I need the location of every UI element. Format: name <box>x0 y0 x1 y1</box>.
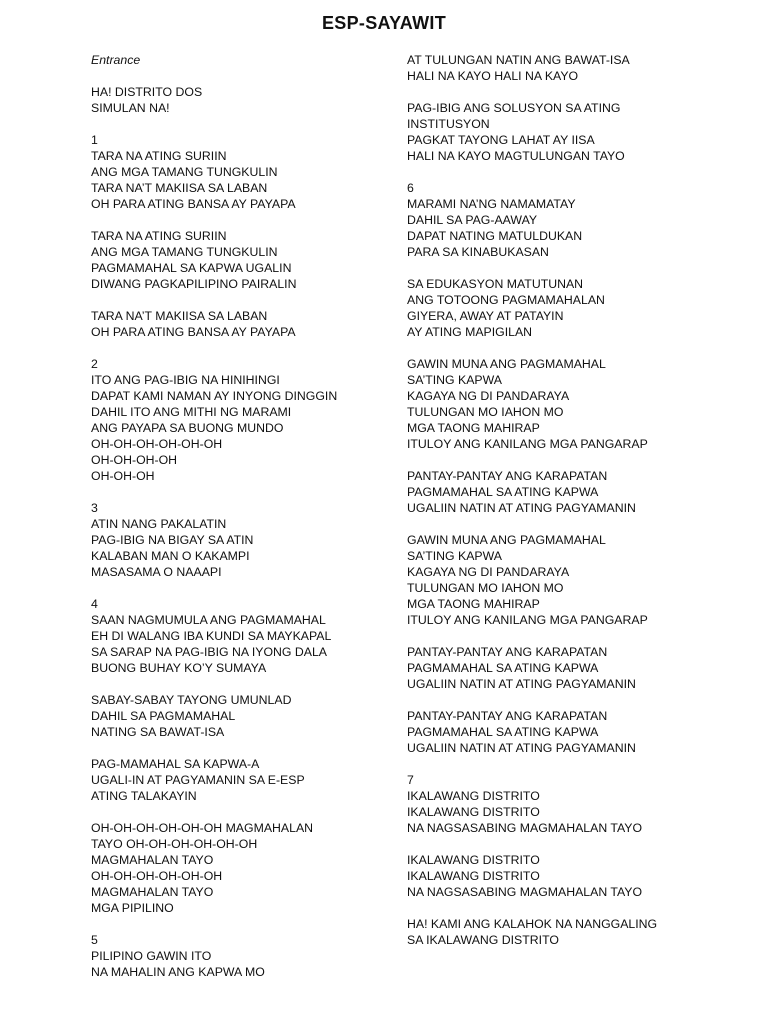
lyric-line: TARA NA’T MAKIISA SA LABAN <box>91 309 268 323</box>
lyric-line: TAYO OH-OH-OH-OH-OH-OH <box>91 837 258 851</box>
lyric-line: UGALIIN NATIN AT ATING PAGYAMANIN <box>407 741 636 755</box>
stanza-gap <box>91 292 391 308</box>
lyric-line: NA NAGSASABING MAGMAHALAN TAYO <box>407 821 643 835</box>
lyric-line: PANTAY-PANTAY ANG KARAPATAN <box>407 709 608 723</box>
lyric-line: PAGMAMAHAL SA ATING KAPWA <box>407 725 599 739</box>
lyric-line: ANG TOTOONG PAGMAMAHALAN <box>407 293 605 307</box>
lyric-line: PILIPINO GAWIN ITO <box>91 949 212 963</box>
lyric-line: IKALAWANG DISTRITO <box>407 869 540 883</box>
stanza-gap <box>91 484 391 500</box>
lyric-line: DAHIL SA PAG-AAWAY <box>407 213 538 227</box>
lyric-line: NA NAGSASABING MAGMAHALAN TAYO <box>407 885 643 899</box>
lyric-line: DAHIL ITO ANG MITHI NG MARAMI <box>91 405 292 419</box>
verse-number: 4 <box>91 597 98 611</box>
lyric-line: ITULOY ANG KANILANG MGA PANGARAP <box>407 437 648 451</box>
lyric-line: GAWIN MUNA ANG PAGMAMAHAL <box>407 533 606 547</box>
lyric-line: ANG PAYAPA SA BUONG MUNDO <box>91 421 284 435</box>
lyric-line: OH-OH-OH <box>91 469 155 483</box>
lyric-line: HALI NA KAYO MAGTULUNGAN TAYO <box>407 149 625 163</box>
lyric-line: TULUNGAN MO IAHON MO <box>407 405 564 419</box>
stanza-gap <box>91 116 391 132</box>
lyric-line: TARA NA’T MAKIISA SA LABAN <box>91 181 268 195</box>
page-title: ESP-SAYAWIT <box>321 13 446 33</box>
lyric-line: IKALAWANG DISTRITO <box>407 853 540 867</box>
lyric-line: MAGMAHALAN TAYO <box>91 885 214 899</box>
lyric-line: KALABAN MAN O KAKAMPI <box>91 549 250 563</box>
lyric-line: EH DI WALANG IBA KUNDI SA MAYKAPAL <box>91 629 332 643</box>
stanza-gap <box>407 452 737 468</box>
verse-number: 1 <box>91 133 98 147</box>
lyric-line: TARA NA ATING SURIIN <box>91 149 227 163</box>
lyric-line: OH PARA ATING BANSA AY PAYAPA <box>91 325 296 339</box>
lyrics-right-column <box>407 52 737 948</box>
lyric-line: UGALI-IN AT PAGYAMANIN SA E-ESP <box>91 773 305 787</box>
lyric-line: AY ATING MAPIGILAN <box>407 325 533 339</box>
stanza-gap <box>407 756 737 772</box>
stanza-gap <box>91 340 391 356</box>
lyric-line: KAGAYA NG DI PANDARAYA <box>407 565 570 579</box>
lyric-line: PANTAY-PANTAY ANG KARAPATAN <box>407 645 608 659</box>
stanza-gap <box>407 84 737 100</box>
verse-number: 5 <box>91 933 98 947</box>
lyric-line: SIMULAN NA! <box>91 101 170 115</box>
lyric-line: MGA TAONG MAHIRAP <box>407 597 540 611</box>
stanza-gap <box>407 516 737 532</box>
lyric-line: NATING SA BAWAT-ISA <box>91 725 225 739</box>
lyric-line: SA IKALAWANG DISTRITO <box>407 933 559 947</box>
lyric-line: HALI NA KAYO HALI NA KAYO <box>407 69 579 83</box>
lyric-line: MGA PIPILINO <box>91 901 174 915</box>
stanza-gap <box>91 676 391 692</box>
lyric-line: UGALIIN NATIN AT ATING PAGYAMANIN <box>407 677 636 691</box>
lyric-line: BUONG BUHAY KO’Y SUMAYA <box>91 661 267 675</box>
lyric-line: AT TULUNGAN NATIN ANG BAWAT-ISA <box>407 53 630 67</box>
stanza-gap <box>407 900 737 916</box>
lyric-line: ATIN NANG PAKALATIN <box>91 517 227 531</box>
lyric-line: TULUNGAN MO IAHON MO <box>407 581 564 595</box>
lyric-line: PAGMAMAHAL SA ATING KAPWA <box>407 661 599 675</box>
lyric-line: OH-OH-OH-OH <box>91 453 178 467</box>
lyric-line: MASASAMA O NAAAPI <box>91 565 222 579</box>
lyric-line: OH-OH-OH-OH-OH-OH MAGMAHALAN <box>91 821 314 835</box>
lyric-line: PAGKAT TAYONG LAHAT AY IISA <box>407 133 595 147</box>
lyric-line: DAPAT KAMI NAMAN AY INYONG DINGGIN <box>91 389 338 403</box>
lyric-line: HA! DISTRITO DOS <box>91 85 203 99</box>
lyric-line: ANG MGA TAMANG TUNGKULIN <box>91 165 278 179</box>
lyric-line: PAG-MAMAHAL SA KAPWA-A <box>91 757 260 771</box>
stanza-gap <box>91 212 391 228</box>
verse-number: 2 <box>91 357 98 371</box>
lyric-line: OH PARA ATING BANSA AY PAYAPA <box>91 197 296 211</box>
lyric-line: SA SARAP NA PAG-IBIG NA IYONG DALA <box>91 645 327 659</box>
section-label: Entrance <box>91 53 141 67</box>
lyric-line: PAGMAMAHAL SA ATING KAPWA <box>407 485 599 499</box>
verse-number: 7 <box>407 773 414 787</box>
lyric-line: UGALIIN NATIN AT ATING PAGYAMANIN <box>407 501 636 515</box>
stanza-gap <box>407 628 737 644</box>
lyric-line: GAWIN MUNA ANG PAGMAMAHAL <box>407 357 606 371</box>
lyric-line: ITULOY ANG KANILANG MGA PANGARAP <box>407 613 648 627</box>
lyric-line: IKALAWANG DISTRITO <box>407 789 540 803</box>
lyric-line: GIYERA, AWAY AT PATAYIN <box>407 309 564 323</box>
stanza-gap <box>91 916 391 932</box>
stanza-gap <box>407 836 737 852</box>
lyric-line: MGA TAONG MAHIRAP <box>407 421 540 435</box>
lyric-line: DAPAT NATING MATULDUKAN <box>407 229 583 243</box>
lyric-line: SABAY-SABAY TAYONG UMUNLAD <box>91 693 292 707</box>
lyric-line: DIWANG PAGKAPILIPINO PAIRALIN <box>91 277 297 291</box>
stanza-gap <box>91 804 391 820</box>
lyric-line: PAG-IBIG NA BIGAY SA ATIN <box>91 533 254 547</box>
stanza-gap <box>407 260 737 276</box>
lyrics-left-column <box>91 52 391 980</box>
lyric-line: PAGMAMAHAL SA KAPWA UGALIN <box>91 261 292 275</box>
lyric-line: HA! KAMI ANG KALAHOK NA NANGGALING <box>407 917 658 931</box>
lyric-line: PANTAY-PANTAY ANG KARAPATAN <box>407 469 608 483</box>
lyric-line: DAHIL SA PAGMAMAHAL <box>91 709 236 723</box>
stanza-gap <box>91 580 391 596</box>
verse-number: 6 <box>407 181 414 195</box>
lyric-line: PARA SA KINABUKASAN <box>407 245 549 259</box>
lyric-line: MARAMI NA’NG NAMAMATAY <box>407 197 576 211</box>
stanza-gap <box>407 340 737 356</box>
lyric-line: OH-OH-OH-OH-OH-OH <box>91 869 223 883</box>
lyric-line: NA MAHALIN ANG KAPWA MO <box>91 965 265 979</box>
lyric-line: ITO ANG PAG-IBIG NA HINIHINGI <box>91 373 280 387</box>
lyric-line: SA’TING KAPWA <box>407 549 502 563</box>
stanza-gap <box>407 692 737 708</box>
lyric-line: MAGMAHALAN TAYO <box>91 853 214 867</box>
lyric-line: SAAN NAGMUMULA ANG PAGMAMAHAL <box>91 613 326 627</box>
lyric-line: IKALAWANG DISTRITO <box>407 805 540 819</box>
lyric-line: ATING TALAKAYIN <box>91 789 197 803</box>
stanza-gap <box>91 68 391 84</box>
lyric-line: SA EDUKASYON MATUTUNAN <box>407 277 584 291</box>
lyric-line: KAGAYA NG DI PANDARAYA <box>407 389 570 403</box>
verse-number: 3 <box>91 501 98 515</box>
lyric-line: INSTITUSYON <box>407 117 490 131</box>
stanza-gap <box>407 164 737 180</box>
lyric-line: OH-OH-OH-OH-OH-OH <box>91 437 223 451</box>
stanza-gap <box>91 740 391 756</box>
lyric-line: TARA NA ATING SURIIN <box>91 229 227 243</box>
lyric-line: ANG MGA TAMANG TUNGKULIN <box>91 245 278 259</box>
lyric-line: SA’TING KAPWA <box>407 373 502 387</box>
lyric-line: PAG-IBIG ANG SOLUSYON SA ATING <box>407 101 621 115</box>
